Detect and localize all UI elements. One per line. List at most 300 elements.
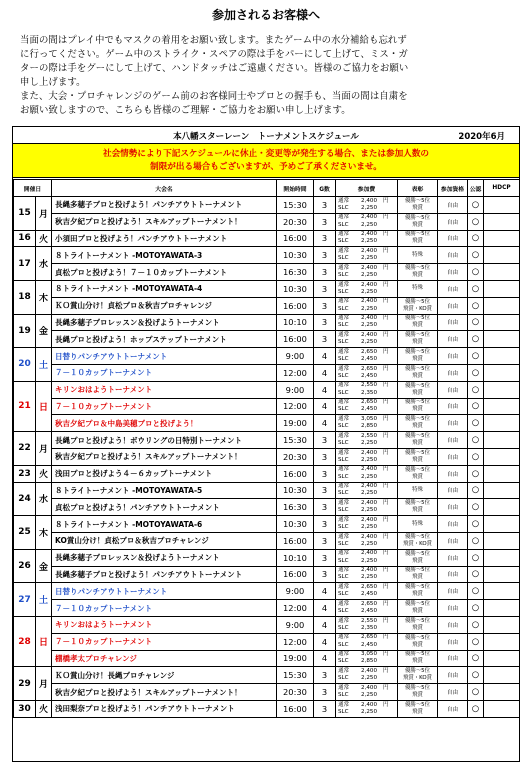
- blank-cell: [484, 650, 520, 667]
- fee-label-slc: SLC: [338, 675, 349, 682]
- blank-cell: [484, 230, 520, 247]
- fee-regular: 2,400: [360, 231, 377, 238]
- fee-slc: 2,250: [360, 675, 377, 682]
- participation-cell: 自由: [438, 448, 468, 465]
- prize-cell: [398, 348, 438, 365]
- game-count: 3: [314, 482, 336, 499]
- official-mark: ○: [468, 616, 484, 633]
- prize-line-2: 飛賞: [412, 507, 423, 514]
- fee-label-regular: 通常: [338, 449, 350, 456]
- fee-cell: [336, 230, 398, 247]
- fee-cell: [336, 432, 398, 449]
- blank-cell: [484, 197, 520, 214]
- participation-cell: 自由: [438, 230, 468, 247]
- participation-cell: 自由: [438, 432, 468, 449]
- event-name: 長縄多穂子プロと投げよう！パンチアウトトーナメント: [52, 566, 277, 583]
- official-mark: ○: [468, 516, 484, 533]
- fee-regular: 2,550: [360, 382, 377, 389]
- fee-slc: 2,250: [360, 440, 377, 447]
- game-count: 3: [314, 465, 336, 482]
- official-mark: ○: [468, 197, 484, 214]
- fee-label-slc: SLC: [338, 641, 349, 648]
- table-row: [14, 448, 520, 465]
- start-time: 15:30: [277, 667, 314, 684]
- prize-cell: [398, 432, 438, 449]
- game-count: 3: [314, 297, 336, 314]
- fee-regular: 2,400: [360, 483, 377, 490]
- yen-label: 円: [383, 399, 389, 406]
- official-mark: ○: [468, 499, 484, 516]
- fee-cell: [336, 684, 398, 701]
- event-name: 長縄多穂子プロと投げよう！パンチアウトトーナメント: [52, 197, 277, 214]
- prize-cell: [398, 297, 438, 314]
- fee-label-regular: 通常: [338, 567, 350, 574]
- participation-cell: 自由: [438, 381, 468, 398]
- fee-label-slc: SLC: [338, 608, 349, 615]
- fee-slc: 2,350: [360, 389, 377, 396]
- blank-cell: [484, 280, 520, 297]
- fee-cell: [336, 213, 398, 230]
- event-name: ８トライトーナメント -MOTOYAWATA-4: [52, 280, 277, 297]
- prize-line-1: 優勝～5位: [405, 382, 430, 389]
- blank-cell: [484, 364, 520, 381]
- official-mark: ○: [468, 566, 484, 583]
- prize-cell: [398, 264, 438, 281]
- participation-cell: 自由: [438, 667, 468, 684]
- table-row: [14, 230, 520, 247]
- official-mark: ○: [468, 297, 484, 314]
- fee-label-regular: 通常: [338, 499, 350, 506]
- prize-cell: [398, 499, 438, 516]
- weekday-cell: 火: [36, 700, 52, 717]
- fee-cell: [336, 415, 398, 432]
- official-mark: ○: [468, 364, 484, 381]
- event-name: 棚橋孝太プロチャレンジ: [52, 650, 277, 667]
- prize-line-1: 特殊: [412, 520, 423, 527]
- official-mark: ○: [468, 684, 484, 701]
- game-count: 4: [314, 415, 336, 432]
- official-mark: ○: [468, 600, 484, 617]
- game-count: 3: [314, 448, 336, 465]
- fee-label-slc: SLC: [338, 356, 349, 363]
- prize-line-2: 飛賞: [412, 339, 423, 346]
- prize-line-2: 飛賞: [412, 456, 423, 463]
- blank-cell: [484, 398, 520, 415]
- start-time: 16:00: [277, 532, 314, 549]
- event-name: 貞松プロと投げよう！パンチアウトトーナメント: [52, 499, 277, 516]
- yen-label: 円: [383, 231, 389, 238]
- notice-line: 申し上げます。: [20, 77, 86, 88]
- game-count: 4: [314, 616, 336, 633]
- event-name: 日替りパンチアウトトーナメント: [52, 348, 277, 365]
- fee-slc: 2,250: [360, 204, 377, 211]
- participation-cell: 自由: [438, 314, 468, 331]
- game-count: 3: [314, 566, 336, 583]
- table-row: [14, 616, 520, 633]
- table-header-row: [14, 180, 520, 197]
- weekday-cell: 木: [36, 280, 52, 314]
- notice-text: [20, 34, 520, 118]
- fee-cell: [336, 700, 398, 717]
- fee-label-slc: SLC: [338, 204, 349, 211]
- date-cell: 16: [14, 230, 36, 247]
- official-mark: ○: [468, 264, 484, 281]
- prize-line-1: 優勝～5位: [405, 433, 430, 440]
- fee-cell: [336, 532, 398, 549]
- weekday-cell: 金: [36, 549, 52, 583]
- event-name: キリンおはようトーナメント: [52, 381, 277, 398]
- weekday-cell: 月: [36, 667, 52, 701]
- table-row: [14, 381, 520, 398]
- weekday-cell: 月: [36, 197, 52, 231]
- fee-slc: 2,250: [360, 305, 377, 312]
- blank-cell: [484, 684, 520, 701]
- fee-regular: 2,400: [360, 466, 377, 473]
- fee-slc: 2,250: [360, 557, 377, 564]
- fee-cell: [336, 448, 398, 465]
- fee-slc: 2,450: [360, 608, 377, 615]
- game-count: 3: [314, 532, 336, 549]
- yen-label: 円: [383, 348, 389, 355]
- start-time: 20:30: [277, 684, 314, 701]
- prize-line-2: 飛賞・KO賞: [402, 540, 433, 547]
- start-time: 9:00: [277, 616, 314, 633]
- blank-cell: [484, 415, 520, 432]
- yen-label: 円: [383, 432, 389, 439]
- prize-line-1: 優勝～5位: [405, 668, 430, 675]
- fee-slc: 2,250: [360, 221, 377, 228]
- table-row: [14, 583, 520, 600]
- participation-cell: 自由: [438, 482, 468, 499]
- fee-label-slc: SLC: [338, 692, 349, 698]
- fee-slc: 2,250: [360, 238, 377, 245]
- fee-label-slc: SLC: [338, 339, 349, 346]
- date-cell: 17: [14, 247, 36, 281]
- fee-regular: 2,400: [360, 264, 377, 271]
- header-date: 開催日: [14, 180, 52, 197]
- yen-label: 円: [383, 331, 389, 338]
- prize-cell: [398, 331, 438, 348]
- official-mark: ○: [468, 465, 484, 482]
- fee-regular: 3,050: [360, 651, 377, 658]
- prize-line-2: 飛賞: [412, 557, 423, 564]
- table-row: [14, 465, 520, 482]
- fee-label-slc: SLC: [338, 624, 349, 631]
- prize-cell: [398, 448, 438, 465]
- event-name: ８トライトーナメント -MOTOYAWATA-5: [52, 482, 277, 499]
- fee-cell: [336, 297, 398, 314]
- yen-label: 円: [383, 214, 389, 221]
- prize-cell: [398, 549, 438, 566]
- prize-line-1: 優勝～5位: [405, 315, 430, 322]
- fee-regular: 2,400: [360, 684, 377, 691]
- fee-cell: [336, 516, 398, 533]
- prize-line-1: 優勝～5位: [405, 399, 430, 406]
- start-time: 20:30: [277, 448, 314, 465]
- game-count: 3: [314, 667, 336, 684]
- date-cell: 21: [14, 381, 36, 431]
- notice-line: お願い致しますので、こちらも皆様のご理解・ご協力をお願い申し上げます。: [20, 105, 351, 116]
- fee-label-regular: 通常: [338, 365, 350, 372]
- prize-cell: [398, 583, 438, 600]
- yen-label: 円: [383, 550, 389, 557]
- official-mark: ○: [468, 331, 484, 348]
- event-name: 浅田プロと投げよう４－６カップトーナメント: [52, 465, 277, 482]
- yen-label: 円: [383, 651, 389, 658]
- fee-regular: 2,400: [360, 214, 377, 221]
- fee-slc: 2,850: [360, 658, 377, 665]
- yen-label: 円: [383, 382, 389, 389]
- fee-slc: 2,850: [360, 423, 377, 430]
- fee-regular: 2,400: [360, 533, 377, 540]
- schedule-body: [14, 197, 520, 718]
- event-name: ７－１０カップトーナメント: [52, 364, 277, 381]
- fee-cell: [336, 650, 398, 667]
- date-cell: 29: [14, 667, 36, 701]
- fee-slc: 2,250: [360, 272, 377, 279]
- prize-line-1: 優勝～5位: [405, 584, 430, 591]
- fee-slc: 2,450: [360, 591, 377, 598]
- start-time: 16:30: [277, 499, 314, 516]
- yen-label: 円: [383, 617, 389, 624]
- event-name: キリンおはようトーナメント: [52, 616, 277, 633]
- fee-regular: 2,650: [360, 600, 377, 607]
- game-count: 4: [314, 583, 336, 600]
- prize-line-1: 優勝～5位: [405, 701, 430, 708]
- game-count: 3: [314, 700, 336, 717]
- fee-label-regular: 通常: [338, 214, 350, 221]
- fee-slc: 2,250: [360, 490, 377, 497]
- prize-line-2: 飛賞: [412, 238, 423, 245]
- fee-label-slc: SLC: [338, 708, 349, 715]
- prize-line-2: 飛賞: [412, 641, 423, 648]
- fee-regular: 2,400: [360, 449, 377, 456]
- game-count: 3: [314, 264, 336, 281]
- game-count: 3: [314, 247, 336, 264]
- fee-slc: 2,250: [360, 288, 377, 295]
- start-time: 15:30: [277, 197, 314, 214]
- start-time: 19:00: [277, 415, 314, 432]
- weekday-cell: 火: [36, 230, 52, 247]
- prize-line-2: 飛賞: [412, 591, 423, 598]
- event-name: ７－１０カップトーナメント: [52, 600, 277, 617]
- participation-cell: 自由: [438, 700, 468, 717]
- fee-slc: 2,350: [360, 624, 377, 631]
- start-time: 10:30: [277, 516, 314, 533]
- fee-cell: [336, 566, 398, 583]
- participation-cell: 自由: [438, 398, 468, 415]
- table-row: [14, 197, 520, 214]
- fee-label-regular: 通常: [338, 298, 350, 305]
- blank-cell: [484, 516, 520, 533]
- start-time: 9:00: [277, 381, 314, 398]
- blank-cell: [484, 297, 520, 314]
- fee-label-slc: SLC: [338, 557, 349, 564]
- prize-line-1: 特殊: [412, 251, 423, 258]
- prize-cell: [398, 616, 438, 633]
- fee-regular: 2,400: [360, 550, 377, 557]
- participation-cell: 自由: [438, 633, 468, 650]
- event-name: 秋吉夕紀プロと投げよう！スキルアップトーナメント！: [52, 684, 277, 701]
- participation-cell: 自由: [438, 264, 468, 281]
- start-time: 9:00: [277, 348, 314, 365]
- participation-cell: 自由: [438, 331, 468, 348]
- blank-cell: [484, 583, 520, 600]
- fee-cell: [336, 499, 398, 516]
- start-time: 10:30: [277, 280, 314, 297]
- notice-line: に行ってください。ゲーム中のストライク・スペアの際は手をパーにして上げて、ミス・ガ: [20, 49, 408, 60]
- prize-line-2: 飛賞・KO賞: [402, 305, 433, 312]
- fee-slc: 2,450: [360, 406, 377, 413]
- fee-regular: 2,400: [360, 701, 377, 708]
- prize-line-1: 優勝～5位: [405, 550, 430, 557]
- fee-label-slc: SLC: [338, 440, 349, 447]
- prize-cell: [398, 398, 438, 415]
- participation-cell: 自由: [438, 415, 468, 432]
- blank-cell: [484, 348, 520, 365]
- game-count: 3: [314, 197, 336, 214]
- prize-line-1: 優勝～5位: [405, 265, 430, 272]
- header-participation: 参加資格: [438, 180, 468, 197]
- prize-line-2: 飛賞: [412, 423, 423, 430]
- official-mark: ○: [468, 650, 484, 667]
- participation-cell: 自由: [438, 616, 468, 633]
- official-mark: ○: [468, 633, 484, 650]
- blank-cell: [484, 616, 520, 633]
- prize-cell: [398, 532, 438, 549]
- event-name: 長縄多穂子プロレッスン＆投げようトーナメント: [52, 314, 277, 331]
- date-cell: 19: [14, 314, 36, 348]
- fee-cell: [336, 667, 398, 684]
- start-time: 12:00: [277, 364, 314, 381]
- participation-cell: 自由: [438, 213, 468, 230]
- official-mark: ○: [468, 247, 484, 264]
- game-count: 3: [314, 280, 336, 297]
- header-time: 開始時間: [277, 180, 314, 197]
- official-mark: ○: [468, 213, 484, 230]
- yen-label: 円: [383, 264, 389, 271]
- fee-label-regular: 通常: [338, 483, 350, 490]
- game-count: 3: [314, 213, 336, 230]
- blank-cell: [484, 381, 520, 398]
- blank-cell: [484, 264, 520, 281]
- date-cell: 26: [14, 549, 36, 583]
- fee-label-regular: 通常: [338, 617, 350, 624]
- prize-line-1: 優勝～5位: [405, 231, 430, 238]
- prize-cell: [398, 684, 438, 701]
- fee-regular: 3,050: [360, 415, 377, 422]
- date-cell: 30: [14, 700, 36, 717]
- event-name: ８トライトーナメント -MOTOYAWATA-3: [52, 247, 277, 264]
- notice-line: 当面の間はプレイ中でもマスクの着用をお願い致します。またゲーム中の水分補給も忘れず: [20, 35, 407, 46]
- table-row: [14, 247, 520, 264]
- schedule-title: 本八幡スターレーン トーナメントスケジュール: [173, 132, 359, 142]
- game-count: 4: [314, 381, 336, 398]
- yen-label: 円: [383, 247, 389, 254]
- banner-line: 社会情勢により下記スケジュールに休止・変更等が発生する場合、または参加人数の: [102, 149, 430, 159]
- weekday-cell: 水: [36, 482, 52, 516]
- page-title: 参加されるお客様へ: [211, 8, 320, 22]
- game-count: 4: [314, 650, 336, 667]
- fee-label-slc: SLC: [338, 574, 349, 581]
- table-row: [14, 280, 520, 297]
- blank-cell: [484, 667, 520, 684]
- fee-label-regular: 通常: [338, 533, 350, 540]
- prize-cell: [398, 667, 438, 684]
- fee-label-regular: 通常: [338, 197, 350, 204]
- fee-label-regular: 通常: [338, 466, 350, 473]
- fee-regular: 2,400: [360, 281, 377, 288]
- fee-regular: 2,400: [360, 315, 377, 322]
- official-mark: ○: [468, 583, 484, 600]
- fee-label-regular: 通常: [338, 667, 350, 674]
- fee-cell: [336, 364, 398, 381]
- start-time: 15:30: [277, 432, 314, 449]
- fee-label-regular: 通常: [338, 600, 350, 607]
- event-name: ８トライトーナメント -MOTOYAWATA-6: [52, 516, 277, 533]
- prize-line-1: 優勝～5位: [405, 601, 430, 608]
- fee-label-regular: 通常: [338, 281, 350, 288]
- blank-cell: [484, 700, 520, 717]
- start-time: 16:00: [277, 230, 314, 247]
- blank-cell: [484, 600, 520, 617]
- schedule-month: 2020年6月: [458, 132, 505, 142]
- official-mark: ○: [468, 549, 484, 566]
- participation-cell: 自由: [438, 280, 468, 297]
- blank-cell: [484, 549, 520, 566]
- game-count: 3: [314, 549, 336, 566]
- fee-cell: [336, 482, 398, 499]
- participation-cell: 自由: [438, 600, 468, 617]
- fee-label-slc: SLC: [338, 305, 349, 312]
- date-cell: 24: [14, 482, 36, 516]
- official-mark: ○: [468, 348, 484, 365]
- fee-cell: [336, 247, 398, 264]
- blank-cell: [484, 532, 520, 549]
- prize-cell: [398, 280, 438, 297]
- fee-label-regular: 通常: [338, 432, 350, 439]
- blank-cell: [484, 314, 520, 331]
- official-mark: ○: [468, 381, 484, 398]
- banner-line: 制限が出る場合もございますが、予めご了承くださいませ。: [150, 162, 382, 172]
- start-time: 16:00: [277, 297, 314, 314]
- fee-label-regular: 通常: [338, 264, 350, 271]
- fee-cell: [336, 633, 398, 650]
- game-count: 3: [314, 230, 336, 247]
- prize-cell: [398, 314, 438, 331]
- participation-cell: 自由: [438, 348, 468, 365]
- yen-label: 円: [383, 634, 389, 641]
- prize-cell: [398, 482, 438, 499]
- table-row: [14, 482, 520, 499]
- fee-label-regular: 通常: [338, 315, 350, 322]
- weekday-cell: 水: [36, 247, 52, 281]
- prize-line-1: 優勝～5位: [405, 533, 430, 540]
- fee-label-regular: 通常: [338, 550, 350, 557]
- prize-line-2: 飛賞: [412, 389, 423, 396]
- yen-label: 円: [383, 600, 389, 607]
- start-time: 10:10: [277, 549, 314, 566]
- official-mark: ○: [468, 280, 484, 297]
- prize-line-1: 特殊: [412, 486, 423, 493]
- fee-label-regular: 通常: [338, 247, 350, 254]
- event-name: 浅田梨奈プロと投げよう！パンチアウトトーナメント: [52, 700, 277, 717]
- fee-regular: 2,550: [360, 432, 377, 439]
- yen-label: 円: [383, 567, 389, 574]
- start-time: 16:00: [277, 465, 314, 482]
- official-mark: ○: [468, 415, 484, 432]
- table-row: [14, 264, 520, 281]
